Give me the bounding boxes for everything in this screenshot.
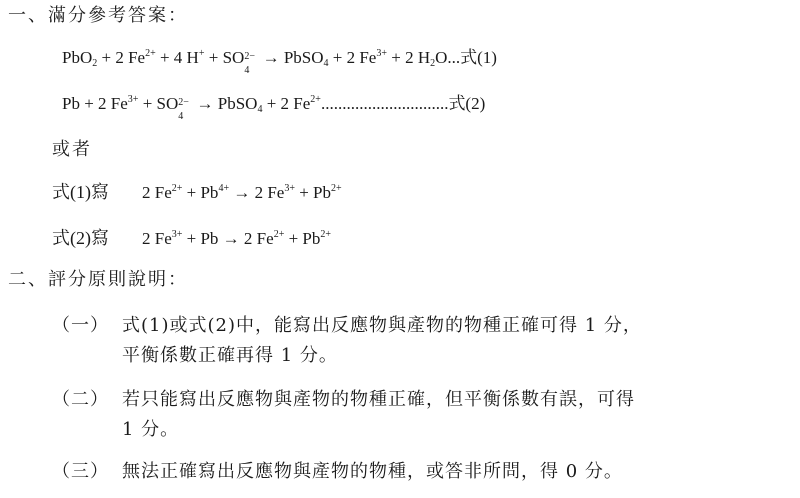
criterion-3-line-1: 無法正確寫出反應物與產物的物種，或答非所問，得 0 分。: [122, 461, 623, 482]
criterion-1-marker: （一）: [52, 315, 109, 336]
criterion-1-line-2: 平衡係數正確再得 1 分。: [122, 345, 338, 366]
alternative-equation-2: 式(2)寫 2 $Fe^{3+} + Pb \to 2$ $Fe^{2+} + Pb^{2+}$: [52, 228, 332, 248]
section1-heading: 一、滿分參考答案：: [8, 5, 188, 26]
or-text: 或者: [52, 139, 92, 160]
criterion-3-marker: （三）: [52, 461, 109, 482]
criterion-2-line-1: 若只能寫出反應物與產物的物種正確，但平衡係數有誤，可得: [122, 389, 635, 410]
equation-1: PbO$_2$ + 2 $Fe^{2+} + 4$ H+ + SO 2− 4 → PbSO$_4$ + 2 $Fe^{3+} + 2$ $H_2O$...式(1): [62, 48, 497, 76]
alternative-1-label: 式(1)寫: [52, 182, 109, 202]
alternative-2-label: 式(2)寫: [52, 228, 109, 248]
criterion-2-marker: （二）: [52, 389, 109, 410]
criterion-2-line-2: 1 分。: [122, 419, 180, 440]
equation-2: Pb + 2 $Fe^{3+}$ + SO 2− 4 → PbSO$_4$ + 2 $Fe^{2+}$..............................式(2): [62, 94, 486, 122]
criterion-1-line-1: 式(1)或式(2)中，能寫出反應物與產物的物種正確可得 1 分，: [122, 315, 642, 336]
section2-heading: 二、評分原則說明：: [8, 269, 188, 290]
alternative-equation-1: 式(1)寫 2 $Fe^{2+} + Pb^{4+} \to 2$ $Fe^{3+} + Pb^{2+}$: [52, 182, 342, 202]
